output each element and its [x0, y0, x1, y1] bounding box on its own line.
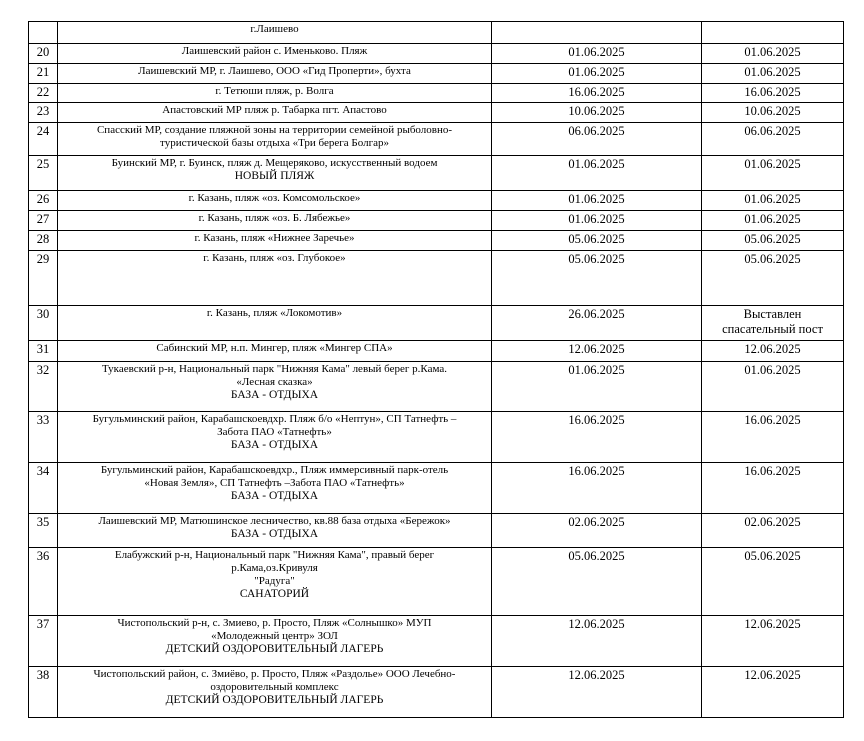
row-number: 38: [29, 667, 58, 718]
place-text: "Радуга": [254, 575, 295, 587]
row-number: 36: [29, 548, 58, 616]
place-category: САНАТОРИЙ: [239, 588, 310, 600]
place-text: Буинский МР, г. Буинск, пляж д. Мещеряково, искусственный водоем: [111, 157, 438, 169]
opening-date: 05.06.2025: [492, 548, 702, 616]
row-number: 25: [29, 156, 58, 191]
actual-date: [702, 251, 844, 306]
place-category: БАЗА - ОТДЫХА: [230, 528, 319, 540]
place-cell: [58, 156, 492, 191]
table-row: [29, 463, 844, 514]
table-row: [29, 306, 844, 341]
place-cell: [58, 548, 492, 616]
actual-date-text: Выставлен: [743, 307, 802, 321]
actual-date: [702, 362, 844, 412]
actual-date-text: 01.06.2025: [744, 192, 801, 206]
place-text: г. Казань, пляж «Локомотив»: [206, 307, 343, 319]
actual-date-text: 01.06.2025: [744, 363, 801, 377]
actual-date: [702, 341, 844, 362]
row-number: 28: [29, 231, 58, 251]
actual-date: [702, 191, 844, 211]
place-category: БАЗА - ОТДЫХА: [230, 389, 319, 401]
opening-date: 01.06.2025: [492, 156, 702, 191]
opening-date: [492, 22, 702, 44]
table-row: [29, 123, 844, 156]
opening-date: 16.06.2025: [492, 412, 702, 463]
row-number: 27: [29, 211, 58, 231]
actual-date-text: 01.06.2025: [744, 212, 801, 226]
row-number: 33: [29, 412, 58, 463]
place-text: Лаишевский МР, Матюшинское лесничество, кв.88 база отдыха «Бережок»: [98, 515, 451, 527]
place-cell: [58, 211, 492, 231]
actual-date: [702, 103, 844, 123]
place-text: Бугульминский район, Карабашскоевдхр. Пляж б/о «Нептун», СП Татнефть –: [92, 413, 457, 425]
actual-date-text: 05.06.2025: [744, 232, 801, 246]
actual-date-text: 12.06.2025: [744, 342, 801, 356]
place-text: г. Казань, пляж «оз. Б. Лябежье»: [198, 212, 351, 224]
actual-date-text: 12.06.2025: [744, 617, 801, 631]
place-text: оздоровительный комплекс: [210, 681, 339, 693]
place-cell: [58, 362, 492, 412]
actual-date: [702, 156, 844, 191]
place-text: Чистопольский район, с. Змиёво, р. Просто, Пляж «Раздолье» ООО Лечебно-: [93, 668, 456, 680]
table-row: [29, 84, 844, 103]
actual-date-text: 01.06.2025: [744, 45, 801, 59]
table-row: [29, 412, 844, 463]
place-cell: [58, 84, 492, 103]
place-category: НОВЫЙ ПЛЯЖ: [234, 170, 315, 182]
actual-date-text: 16.06.2025: [744, 464, 801, 478]
place-cell: [58, 251, 492, 306]
table-row: [29, 231, 844, 251]
row-number: 35: [29, 514, 58, 548]
opening-date: 01.06.2025: [492, 362, 702, 412]
place-text: Бугульминский район, Карабашскоевдхр., Пляж иммерсивный парк-отель: [100, 464, 449, 476]
actual-date: [702, 211, 844, 231]
place-text: г.Лаишево: [250, 23, 299, 35]
opening-date: 05.06.2025: [492, 231, 702, 251]
actual-date: [702, 667, 844, 718]
table-body: [29, 22, 844, 718]
table-row: [29, 44, 844, 64]
place-cell: [58, 341, 492, 362]
actual-date-text: 05.06.2025: [744, 252, 801, 266]
row-number: 34: [29, 463, 58, 514]
row-number: 22: [29, 84, 58, 103]
row-number: 37: [29, 616, 58, 667]
actual-date-text: 16.06.2025: [744, 85, 801, 99]
place-text: Спасский МР, создание пляжной зоны на территории семейной рыболовно-: [96, 124, 453, 136]
opening-date: 16.06.2025: [492, 463, 702, 514]
place-cell: [58, 123, 492, 156]
actual-date: [702, 64, 844, 84]
actual-date: [702, 44, 844, 64]
place-text: Апастовский МР пляж р. Табарка пгт. Апастово: [162, 104, 387, 116]
place-text: «Молодежный центр» ЗОЛ: [211, 630, 338, 642]
table-row: [29, 514, 844, 548]
actual-date: [702, 548, 844, 616]
place-cell: [58, 463, 492, 514]
place-text: Лаишевский район с. Именьково. Пляж: [181, 45, 368, 57]
place-category: ДЕТСКИЙ ОЗДОРОВИТЕЛЬНЫЙ ЛАГЕРЬ: [165, 643, 384, 655]
opening-date: 01.06.2025: [492, 44, 702, 64]
table-row: [29, 211, 844, 231]
table-row: [29, 667, 844, 718]
place-text: «Новая Земля», СП Татнефть –Забота ПАО «Татнефть»: [144, 477, 405, 489]
opening-date: 12.06.2025: [492, 341, 702, 362]
place-cell: [58, 616, 492, 667]
place-text: г. Казань, пляж «оз. Глубокое»: [203, 252, 346, 264]
place-text: туристической базы отдыха «Три берега Болгар»: [160, 137, 389, 149]
table-row: [29, 548, 844, 616]
opening-date: 16.06.2025: [492, 84, 702, 103]
table-row: [29, 103, 844, 123]
place-cell: [58, 231, 492, 251]
actual-date-text: 12.06.2025: [744, 668, 801, 682]
actual-date-text: 10.06.2025: [744, 104, 801, 118]
actual-date: [702, 84, 844, 103]
row-number: [29, 22, 58, 44]
place-text: Сабинский МР, н.п. Мингер, пляж «Мингер СПА»: [156, 342, 393, 354]
table-row: [29, 64, 844, 84]
table-row: [29, 616, 844, 667]
beaches-table: [28, 21, 844, 718]
opening-date: 01.06.2025: [492, 191, 702, 211]
actual-date-text: спасательный пост: [722, 322, 823, 336]
place-cell: [58, 412, 492, 463]
actual-date: [702, 231, 844, 251]
place-text: Чистопольский р-н, с. Змиево, р. Просто, Пляж «Солнышко» МУП: [117, 617, 432, 629]
actual-date: [702, 412, 844, 463]
place-text: г. Тетюши пляж, р. Волга: [215, 85, 334, 97]
place-text: г. Казань, пляж «Нижнее Заречье»: [194, 232, 355, 244]
row-number: 23: [29, 103, 58, 123]
opening-date: 01.06.2025: [492, 211, 702, 231]
place-text: «Лесная сказка»: [236, 376, 313, 388]
actual-date-text: 01.06.2025: [744, 65, 801, 79]
actual-date: [702, 306, 844, 341]
table-row: [29, 22, 844, 44]
table-row: [29, 156, 844, 191]
place-cell: [58, 667, 492, 718]
place-cell: [58, 306, 492, 341]
row-number: 29: [29, 251, 58, 306]
row-number: 30: [29, 306, 58, 341]
place-category: БАЗА - ОТДЫХА: [230, 439, 319, 451]
actual-date-text: 05.06.2025: [744, 549, 801, 563]
place-category: ДЕТСКИЙ ОЗДОРОВИТЕЛЬНЫЙ ЛАГЕРЬ: [165, 694, 384, 706]
actual-date: [702, 616, 844, 667]
opening-date: 12.06.2025: [492, 616, 702, 667]
place-text: р.Кама,оз.Кривуля: [231, 562, 318, 574]
actual-date: [702, 463, 844, 514]
row-number: 32: [29, 362, 58, 412]
actual-date-text: 16.06.2025: [744, 413, 801, 427]
row-number: 26: [29, 191, 58, 211]
actual-date-text: 02.06.2025: [744, 515, 801, 529]
place-cell: [58, 22, 492, 44]
place-cell: [58, 514, 492, 548]
place-cell: [58, 44, 492, 64]
opening-date: 01.06.2025: [492, 64, 702, 84]
table-row: [29, 362, 844, 412]
row-number: 31: [29, 341, 58, 362]
opening-date: 05.06.2025: [492, 251, 702, 306]
opening-date: 26.06.2025: [492, 306, 702, 341]
opening-date: 10.06.2025: [492, 103, 702, 123]
table-row: [29, 191, 844, 211]
row-number: 20: [29, 44, 58, 64]
actual-date-text: 01.06.2025: [744, 157, 801, 171]
place-text: Забота ПАО «Татнефть»: [217, 426, 332, 438]
actual-date: [702, 514, 844, 548]
place-cell: [58, 64, 492, 84]
place-text: г. Казань, пляж «оз. Комсомольское»: [188, 192, 361, 204]
place-cell: [58, 191, 492, 211]
place-text: Елабужский р-н, Национальный парк "Нижняя Кама", правый берег: [114, 549, 435, 561]
place-cell: [58, 103, 492, 123]
table-row: [29, 251, 844, 306]
place-text: Тукаевский р-н, Национальный парк "Нижняя Кама" левый берег р.Кама.: [102, 363, 447, 375]
opening-date: 02.06.2025: [492, 514, 702, 548]
opening-date: 06.06.2025: [492, 123, 702, 156]
place-category: БАЗА - ОТДЫХА: [230, 490, 319, 502]
place-text: Лаишевский МР, г. Лаишево, ООО «Гид Проперти», бухта: [138, 65, 411, 77]
table-row: [29, 341, 844, 362]
opening-date: 12.06.2025: [492, 667, 702, 718]
actual-date-text: 06.06.2025: [744, 124, 801, 138]
actual-date: [702, 123, 844, 156]
row-number: 21: [29, 64, 58, 84]
actual-date: [702, 22, 844, 44]
row-number: 24: [29, 123, 58, 156]
